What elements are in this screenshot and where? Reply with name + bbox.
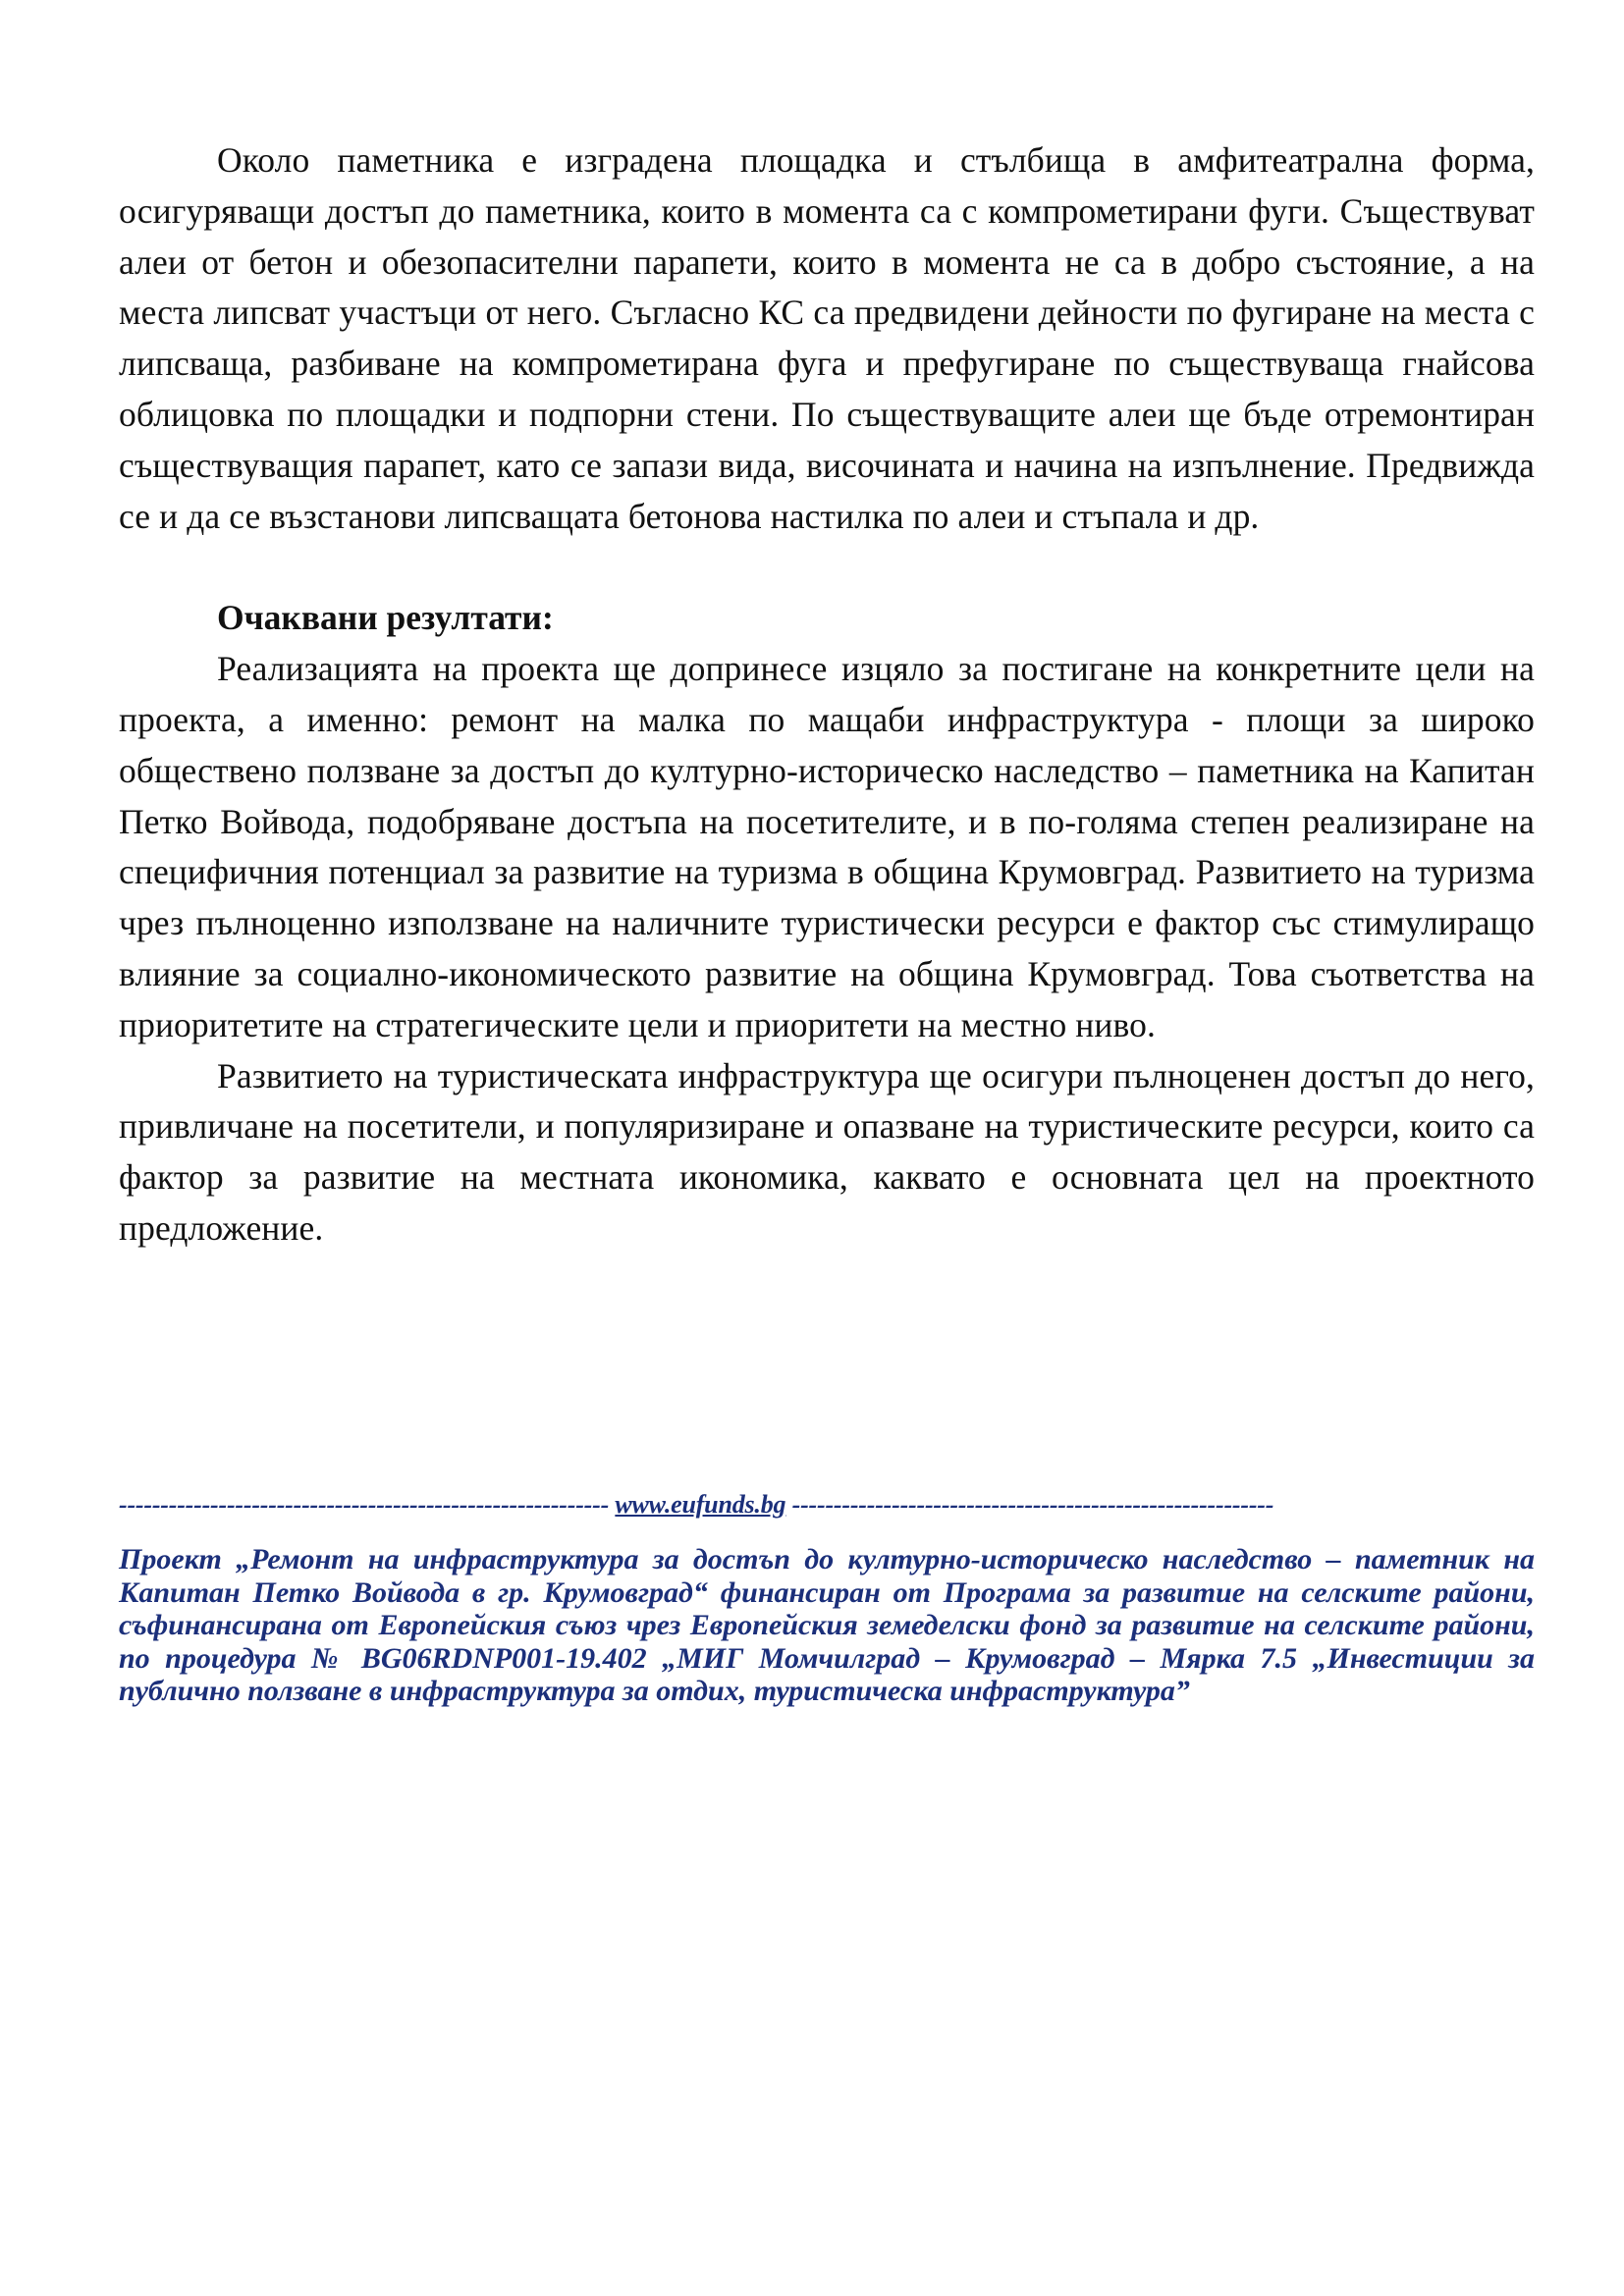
document-body: [119, 135, 1535, 1255]
funding-footer: [119, 1488, 1535, 1708]
footer-rule-right: ----------------------------------------------------------: [791, 1490, 1274, 1519]
footer-rule-left: -----------------------------------------------------------: [119, 1490, 610, 1519]
paragraph-tourism-infrastructure: Развитието на туристическата инфраструктура ще осигури пълноценен достъп до него, привличане на посетители, и популяризиране и опазване на туристическите ресурси, които са фактор за развитие на местната икономика, каквато е основната цел на проектното предложение.: [119, 1055, 1535, 1248]
paragraph-gap: [119, 542, 1535, 593]
project-funding-statement: Проект „Ремонт на инфраструктура за достъп до културно-историческо наследство – паметник на Капитан Петко Войвода в гр. Крумовград“ финансиран от Програма за развитие на селските райони, съфинансирана от Европейския съюз чрез Европейския земеделски фонд за развитие на селските райони, по процедура № BG06RDNP001-19.402 „МИГ Момчилград – Крумовград – Мярка 7.5 „Инвестиции за публично ползване в инфраструктура за отдих, туристическа инфраструктура”: [119, 1543, 1535, 1707]
paragraph-project-realization: Реализацията на проекта ще допринесе изцяло за постигане на конкретните цели на проекта, а именно: ремонт на малка по мащаби инфраструктура - площи за широко обществено ползване за достъп до културно-историческо наследство – паметника на Капитан Петко Войвода, подобряване достъпа на посетителите, и в по-голяма степен реализиране на специфичния потенциал за развитие на туризма в община Крумовград. Развитието на туризма чрез пълноценно използване на наличните туристически ресурси е фактор със стимулиращо влияние за социално-икономическото развитие на община Крумовград. Това съответства на приоритетите на стратегическите цели и приоритети на местно ниво.: [119, 649, 1535, 1044]
footer-separator: [119, 1488, 1535, 1522]
paragraph-monument-platform: Около паметника е изградена площадка и стълбища в амфитеатрална форма, осигуряващи достъп до паметника, които в момента са с компрометирани фуги. Съществуват алеи от бетон и обезопасителни парапети, които в момента не са в добро състояние, а на места липсват участъци от него. Съгласно КС са предвидени дейности по фугиране на места с липсваща, разбиване на компрометирана фуга и префугиране по съществуваща гнайсова облицовка по площадки и подпорни стени. По съществуващите алеи ще бъде отремонтиран съществуващия парапет, като се запази вида, височината и начина на изпълнение. Предвижда се и да се възстанови липсващата бетонова настилка по алеи и стъпала и др.: [119, 140, 1535, 536]
eufunds-link[interactable]: www.eufunds.bg: [615, 1490, 786, 1519]
heading-expected-results: Очаквани резултати:: [217, 598, 554, 638]
